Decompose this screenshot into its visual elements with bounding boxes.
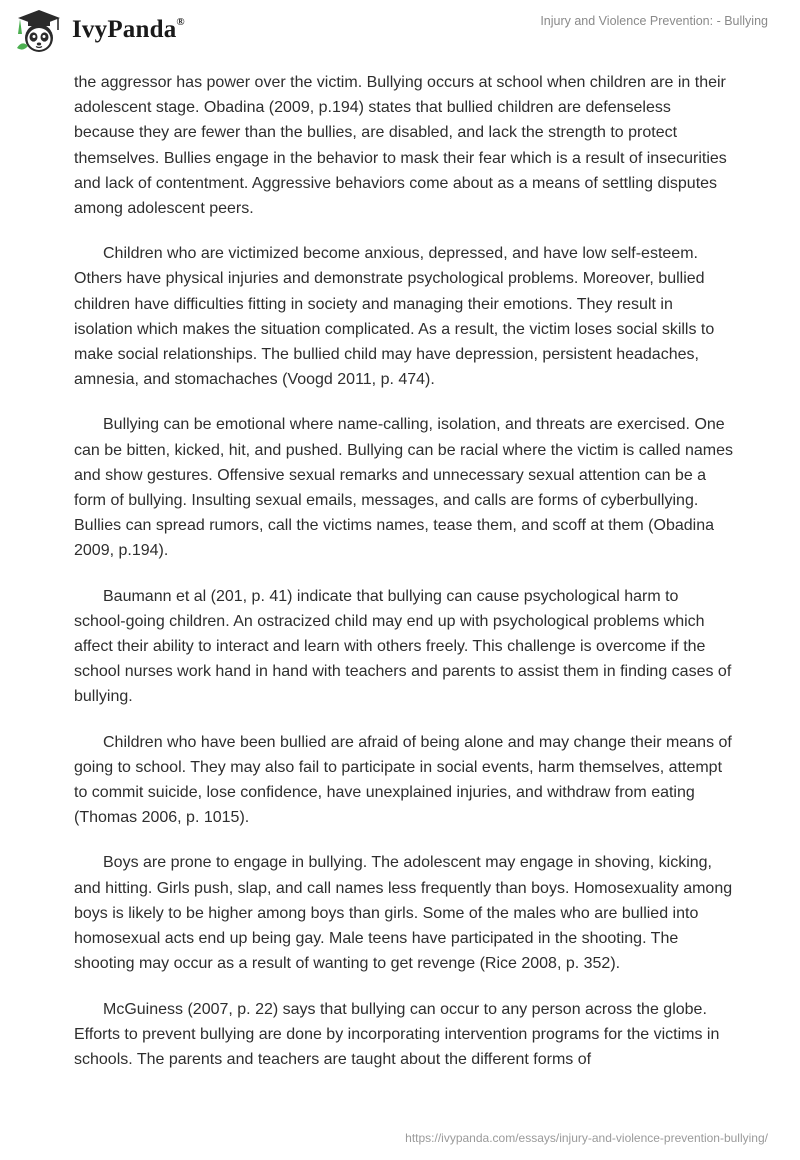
paragraph: Boys are prone to engage in bullying. The adolescent may engage in shoving, kicking, and hitting. Girls push, slap, and call names less frequently than boys. Homosexuality among boys is likely to be higher among boys than girls. Some of the males who are bullied into homosexual acts end up being gay. Male teens have participated in the shooting. The shooting may occur as a result of wanting to get revenge (Rice 2008, p. 352). <box>74 854 733 973</box>
paragraph: Baumann et al (201, p. 41) indicate that bullying can cause psychological harm to school-going children. An ostracized child may end up with psychological problems which affect their ability to interact and learn with others freely. This challenge is overcome if the school nurses work hand in hand with teachers and parents to assist them in finding cases of bullying. <box>74 587 732 706</box>
paragraph: the aggressor has power over the victim. Bullying occurs at school when children are in their adolescent stage. Obadina (2009, p.194) states that bullied children are defenseless because they are fewer than the bullies, are disabled, and lack the strength to protect themselves. Bullies engage in the behavior to mask their fear which is a result of insecurities and lack of contentment. Aggressive behaviors come about as a means of settling disputes among adolescent peers. <box>74 74 727 218</box>
paragraph: Children who are victimized become anxious, depressed, and have low self-esteem. Others have physical injuries and demonstrate psychological problems. Moreover, bullied children have difficulties fitting in society and managing their emotions. They result in isolation which makes the situation complicated. As a result, the victim loses social skills to make social relationships. The bullied child may have depression, persistent headaches, amnesia, and stomachaches (Voogd 2011, p. 474). <box>74 245 715 389</box>
paragraph: Children who have been bullied are afraid of being alone and may change their means of going to school. They may also fail to participate in social events, harm themselves, attempt to commit suicide, lose confidence, have unexplained injuries, and withdraw from eating (Thomas 2006, p. 1015). <box>74 733 732 827</box>
document-title: Injury and Violence Prevention: - Bullying <box>540 14 768 28</box>
source-url-link[interactable]: https://ivypanda.com/essays/injury-and-violence-prevention-bullying/ <box>405 1131 768 1145</box>
paragraph: McGuiness (2007, p. 22) says that bullying can occur to any person across the globe. Efforts to prevent bullying are done by incorporating intervention programs for the victims in schools. The parents and teachers are taught about the different forms of <box>74 1000 720 1068</box>
page-header <box>0 0 800 64</box>
panda-logo-icon <box>14 8 64 54</box>
essay-body <box>74 70 734 1092</box>
brand-logo[interactable] <box>14 8 185 54</box>
brand-name: IvyPanda® <box>72 15 185 43</box>
paragraph: Bullying can be emotional where name-calling, isolation, and threats are exercised. One can be bitten, kicked, hit, and pushed. Bullying can be racial where the victim is called names and show gestures. Offensive sexual remarks and unnecessary sexual attention can be a form of bullying. Insulting sexual emails, messages, and calls are forms of cyberbullying. Bullies can spread rumors, call the victims names, tease them, and scoff at them (Obadina 2009, p.194). <box>74 416 734 560</box>
